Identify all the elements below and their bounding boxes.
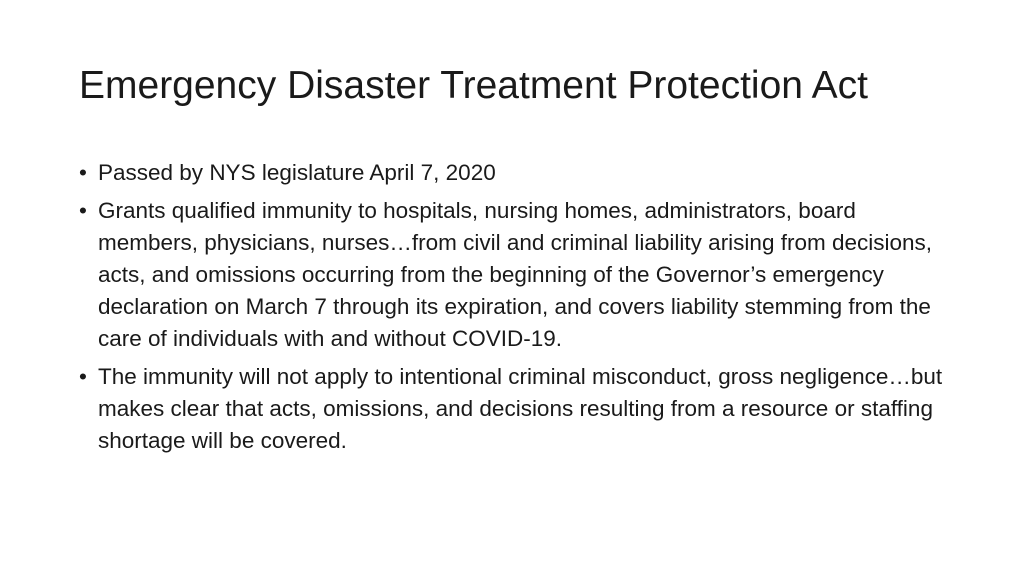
slide-title: Emergency Disaster Treatment Protection Act [79,64,868,107]
bullet-text: Grants qualified immunity to hospitals, nursing homes, administrators, board members, physicians, nurses…from civil and criminal liability arising from decisions, acts, and omissions occurring from the beginning of the Governor’s emergency declaration on March 7 through its expiration, and covers liability stemming from the care of individuals with and without COVID-19. [98,198,933,351]
bullet-text: The immunity will not apply to intentional criminal misconduct, gross negligence…but makes clear that acts, omissions, and decisions resulting from a resource or staffing shortage will be covered. [98,364,943,453]
bullet-dot-icon: • [79,364,87,389]
bullet-item [79,361,949,457]
bullet-list [79,157,949,463]
bullet-item [79,157,949,189]
bullet-dot-icon: • [79,160,87,185]
bullet-item [79,195,949,355]
bullet-dot-icon: • [79,198,87,223]
bullet-text: Passed by NYS legislature April 7, 2020 [98,160,496,185]
